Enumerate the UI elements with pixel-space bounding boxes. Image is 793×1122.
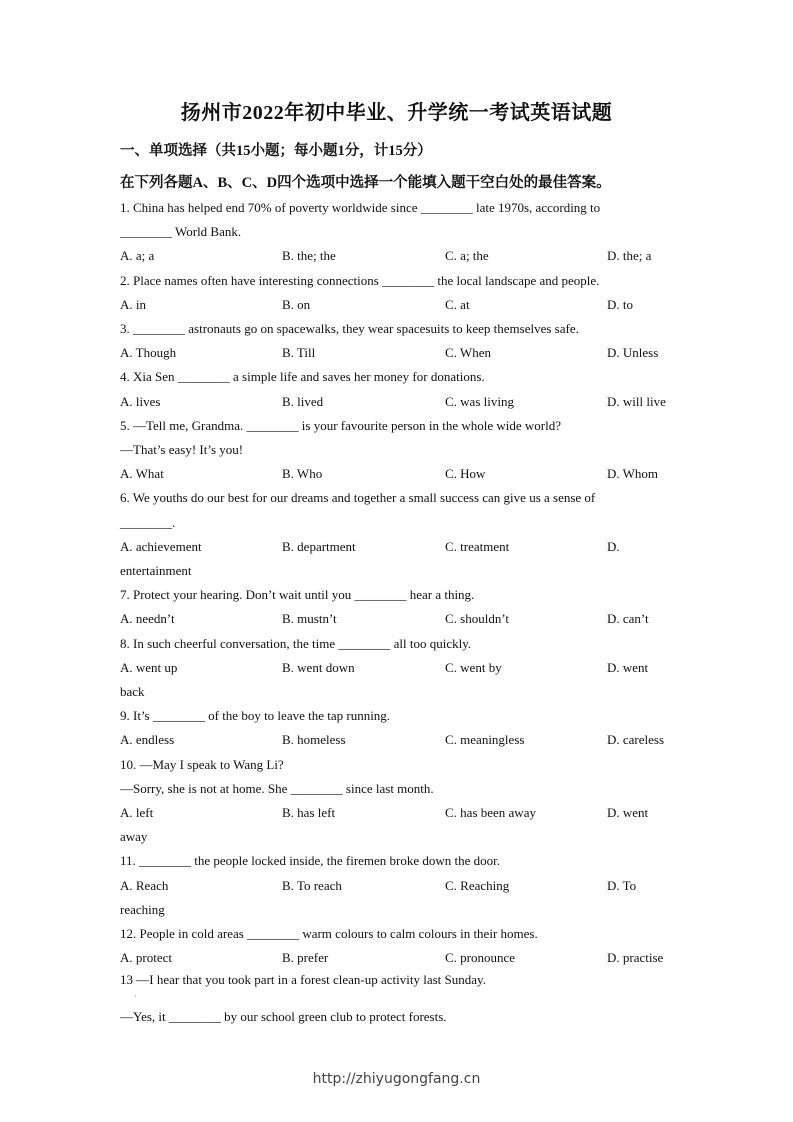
option-overflow-text: away xyxy=(120,829,148,845)
option-a: A. Reach xyxy=(120,877,169,893)
question-stem-line: 9. It’s ________ of the boy to leave the tap running. xyxy=(120,708,391,724)
option-a: A. achievement xyxy=(120,538,202,554)
option-a: A. needn’t xyxy=(120,611,175,627)
question-stem-line: 11. ________ the people locked inside, the firemen broke down the door. xyxy=(120,853,501,869)
option-d: D. practise xyxy=(607,950,664,966)
option-b: B. on xyxy=(282,296,311,312)
option-b: B. went down xyxy=(282,659,355,675)
options-row xyxy=(120,878,680,898)
question-stem-line: 7. Protect your hearing. Don’t wait until you ________ hear a thing. xyxy=(120,587,475,603)
option-c: C. a; the xyxy=(445,248,489,264)
question-stem-line: 12. People in cold areas ________ warm colours to calm colours in their homes. xyxy=(120,926,538,941)
option-d: D. to xyxy=(607,296,633,312)
option-d: D. xyxy=(607,538,620,554)
question-stem-line: —Sorry, she is not at home. She ________ since last month. xyxy=(120,780,434,796)
option-d: D. To xyxy=(607,877,637,893)
option-c: C. When xyxy=(445,345,491,361)
option-a: A. went up xyxy=(120,659,178,675)
question-13-stem: 13 —I hear that you took part in a forest clean-up activity last Sunday. xyxy=(120,972,486,987)
options-row xyxy=(120,248,680,268)
question-stem-line: 8. In such cheerful conversation, the time ________ all too quickly. xyxy=(120,635,472,651)
option-a: A. left xyxy=(120,805,154,820)
options-row xyxy=(120,660,680,680)
option-a: A. in xyxy=(120,296,146,312)
option-a: A. What xyxy=(120,466,164,482)
option-c: C. has been away xyxy=(445,805,536,820)
question-stem-line: 10. —May I speak to Wang Li? xyxy=(120,756,284,772)
option-d: D. Whom xyxy=(607,466,659,482)
option-a: A. a; a xyxy=(120,248,155,264)
option-d: D. the; a xyxy=(607,248,652,264)
option-c: C. was living xyxy=(445,393,514,409)
options-row xyxy=(120,345,680,365)
option-a: A. Though xyxy=(120,345,177,361)
question-stem-line: —That’s easy! It’s you! xyxy=(120,442,244,457)
option-a: A. protect xyxy=(120,950,172,966)
option-overflow-text: reaching xyxy=(120,901,165,917)
question-stem-line: 6. We youths do our best for our dreams and together a small success can give us a sense of xyxy=(120,490,596,506)
question-stem-line: 5. —Tell me, Grandma. ________ is your favourite person in the whole wide world? xyxy=(120,417,561,433)
option-b: B. To reach xyxy=(282,877,342,893)
option-c: C. How xyxy=(445,466,486,482)
footer-url: http://zhiyugongfang.cn xyxy=(312,1071,481,1087)
options-row xyxy=(120,466,680,486)
option-c: C. meaningless xyxy=(445,732,525,748)
section-heading: 一、单项选择（共15小题；每小题1分，计15分） xyxy=(120,143,432,159)
option-b: B. mustn’t xyxy=(282,611,337,627)
option-c: C. went by xyxy=(445,659,502,675)
option-b: B. homeless xyxy=(282,732,346,748)
option-d: D. will live xyxy=(607,393,666,409)
option-c: C. Reaching xyxy=(445,877,510,893)
option-b: B. prefer xyxy=(282,950,329,966)
option-a: A. endless xyxy=(120,732,175,748)
question-13-answer-line: —Yes, it ________ by our school green club to protect forests. xyxy=(120,1009,447,1024)
option-a: A. lives xyxy=(120,393,161,409)
options-row xyxy=(120,732,680,752)
option-overflow-text: entertainment xyxy=(120,563,192,578)
option-d: D. Unless xyxy=(607,345,659,361)
option-c: C. treatment xyxy=(445,538,510,554)
question-stem-line: ________. xyxy=(120,514,176,530)
question-stem-line: 3. ________ astronauts go on spacewalks, they wear spacesuits to keep themselves safe. xyxy=(120,321,579,336)
instruction-text: 在下列各题A、B、C、D四个选项中选择一个能填入题干空白处的最佳答案。 xyxy=(120,175,611,191)
options-row xyxy=(120,539,680,559)
option-c: C. shouldn’t xyxy=(445,611,510,627)
options-row xyxy=(120,950,680,970)
page-title: 扬州市2022年初中毕业、升学统一考试英语试题 xyxy=(180,102,613,124)
options-row xyxy=(120,297,680,317)
option-b: B. Till xyxy=(282,345,316,361)
question-stem-line: ________ World Bank. xyxy=(120,224,242,240)
option-b: B. Who xyxy=(282,466,323,482)
question-stem-line: 4. Xia Sen ________ a simple life and saves her money for donations. xyxy=(120,369,485,385)
option-b: B. has left xyxy=(282,805,336,820)
option-c: C. pronounce xyxy=(445,950,516,966)
option-d: D. careless xyxy=(607,732,665,748)
option-b: B. department xyxy=(282,538,356,554)
option-d: D. went xyxy=(607,805,649,820)
question-stem-line: 2. Place names often have interesting connections ________ the local landscape and people. xyxy=(120,272,600,288)
options-row xyxy=(120,611,680,631)
option-d: D. can’t xyxy=(607,611,649,627)
option-overflow-text: back xyxy=(120,684,145,699)
question-stem-line: 1. China has helped end 70% of poverty worldwide since ________ late 1970s, according to xyxy=(120,200,601,215)
option-d: D. went xyxy=(607,659,649,675)
stray-dot: · xyxy=(134,992,137,1001)
option-b: B. the; the xyxy=(282,248,336,264)
options-row xyxy=(120,394,680,414)
options-row xyxy=(120,805,680,825)
option-c: C. at xyxy=(445,296,470,312)
option-b: B. lived xyxy=(282,393,324,409)
